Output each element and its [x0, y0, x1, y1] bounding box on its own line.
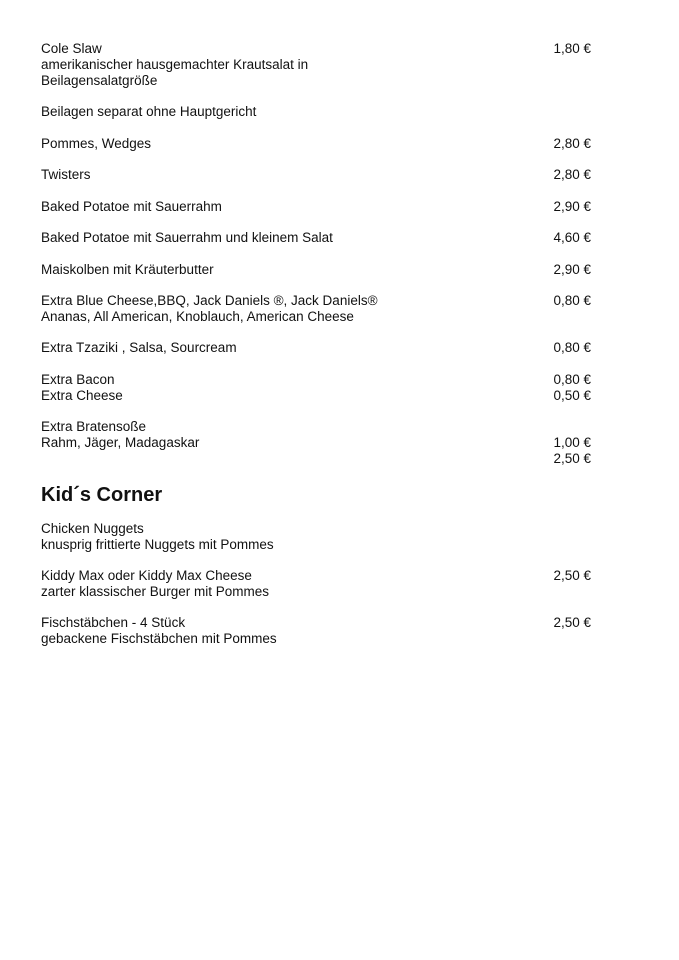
- sides-note: Beilagen separat ohne Hauptgericht: [41, 104, 257, 119]
- item-price: 2,50 €: [553, 568, 591, 583]
- item-price: 2,50 €: [553, 451, 591, 466]
- item-name: Extra Bacon: [41, 372, 115, 387]
- item-description: gebackene Fischstäbchen mit Pommes: [41, 631, 277, 646]
- item-name: Fischstäbchen - 4 Stück: [41, 615, 186, 630]
- item-name: Extra Tzaziki , Salsa, Sourcream: [41, 340, 237, 355]
- item-description: zarter klassischer Burger mit Pommes: [41, 584, 270, 599]
- item-name: Extra Blue Cheese,BBQ, Jack Daniels ®, Jack Daniels®: [41, 293, 378, 308]
- item-description: knusprig frittierte Nuggets mit Pommes: [41, 537, 274, 552]
- item-name: Extra Bratensoße: [41, 419, 147, 434]
- item-name: Pommes, Wedges: [41, 136, 152, 151]
- item-price: 4,60 €: [553, 230, 591, 245]
- item-price: 1,80 €: [553, 41, 591, 56]
- item-price: 2,90 €: [553, 262, 591, 277]
- item-name: Kiddy Max oder Kiddy Max Cheese: [41, 568, 252, 583]
- item-name: Baked Potatoe mit Sauerrahm: [41, 199, 222, 214]
- item-name: Cole Slaw: [41, 41, 102, 56]
- item-name: Baked Potatoe mit Sauerrahm und kleinem Salat: [41, 230, 333, 245]
- section-heading-kids-corner: Kid´s Corner: [41, 484, 163, 506]
- item-name: Chicken Nuggets: [41, 521, 144, 536]
- item-description: Ananas, All American, Knoblauch, American Cheese: [41, 309, 354, 324]
- item-description: Beilagensalatgröße: [41, 73, 158, 88]
- item-description: amerikanischer hausgemachter Krautsalat in: [41, 57, 309, 72]
- item-price: 0,80 €: [553, 340, 591, 355]
- item-name: Twisters: [41, 167, 91, 182]
- item-price: 0,80 €: [553, 293, 591, 308]
- item-description: Rahm, Jäger, Madagaskar: [41, 435, 200, 450]
- item-price: 0,80 €: [553, 372, 591, 387]
- item-price: 1,00 €: [553, 435, 591, 450]
- item-price: 2,80 €: [553, 136, 591, 151]
- item-price: 2,90 €: [553, 199, 591, 214]
- item-name: Extra Cheese: [41, 388, 123, 403]
- item-price: 2,80 €: [553, 167, 591, 182]
- item-name: Maiskolben mit Kräuterbutter: [41, 262, 214, 277]
- item-price: 2,50 €: [553, 615, 591, 630]
- price-spacer: [553, 419, 591, 435]
- item-price: 0,50 €: [553, 388, 591, 403]
